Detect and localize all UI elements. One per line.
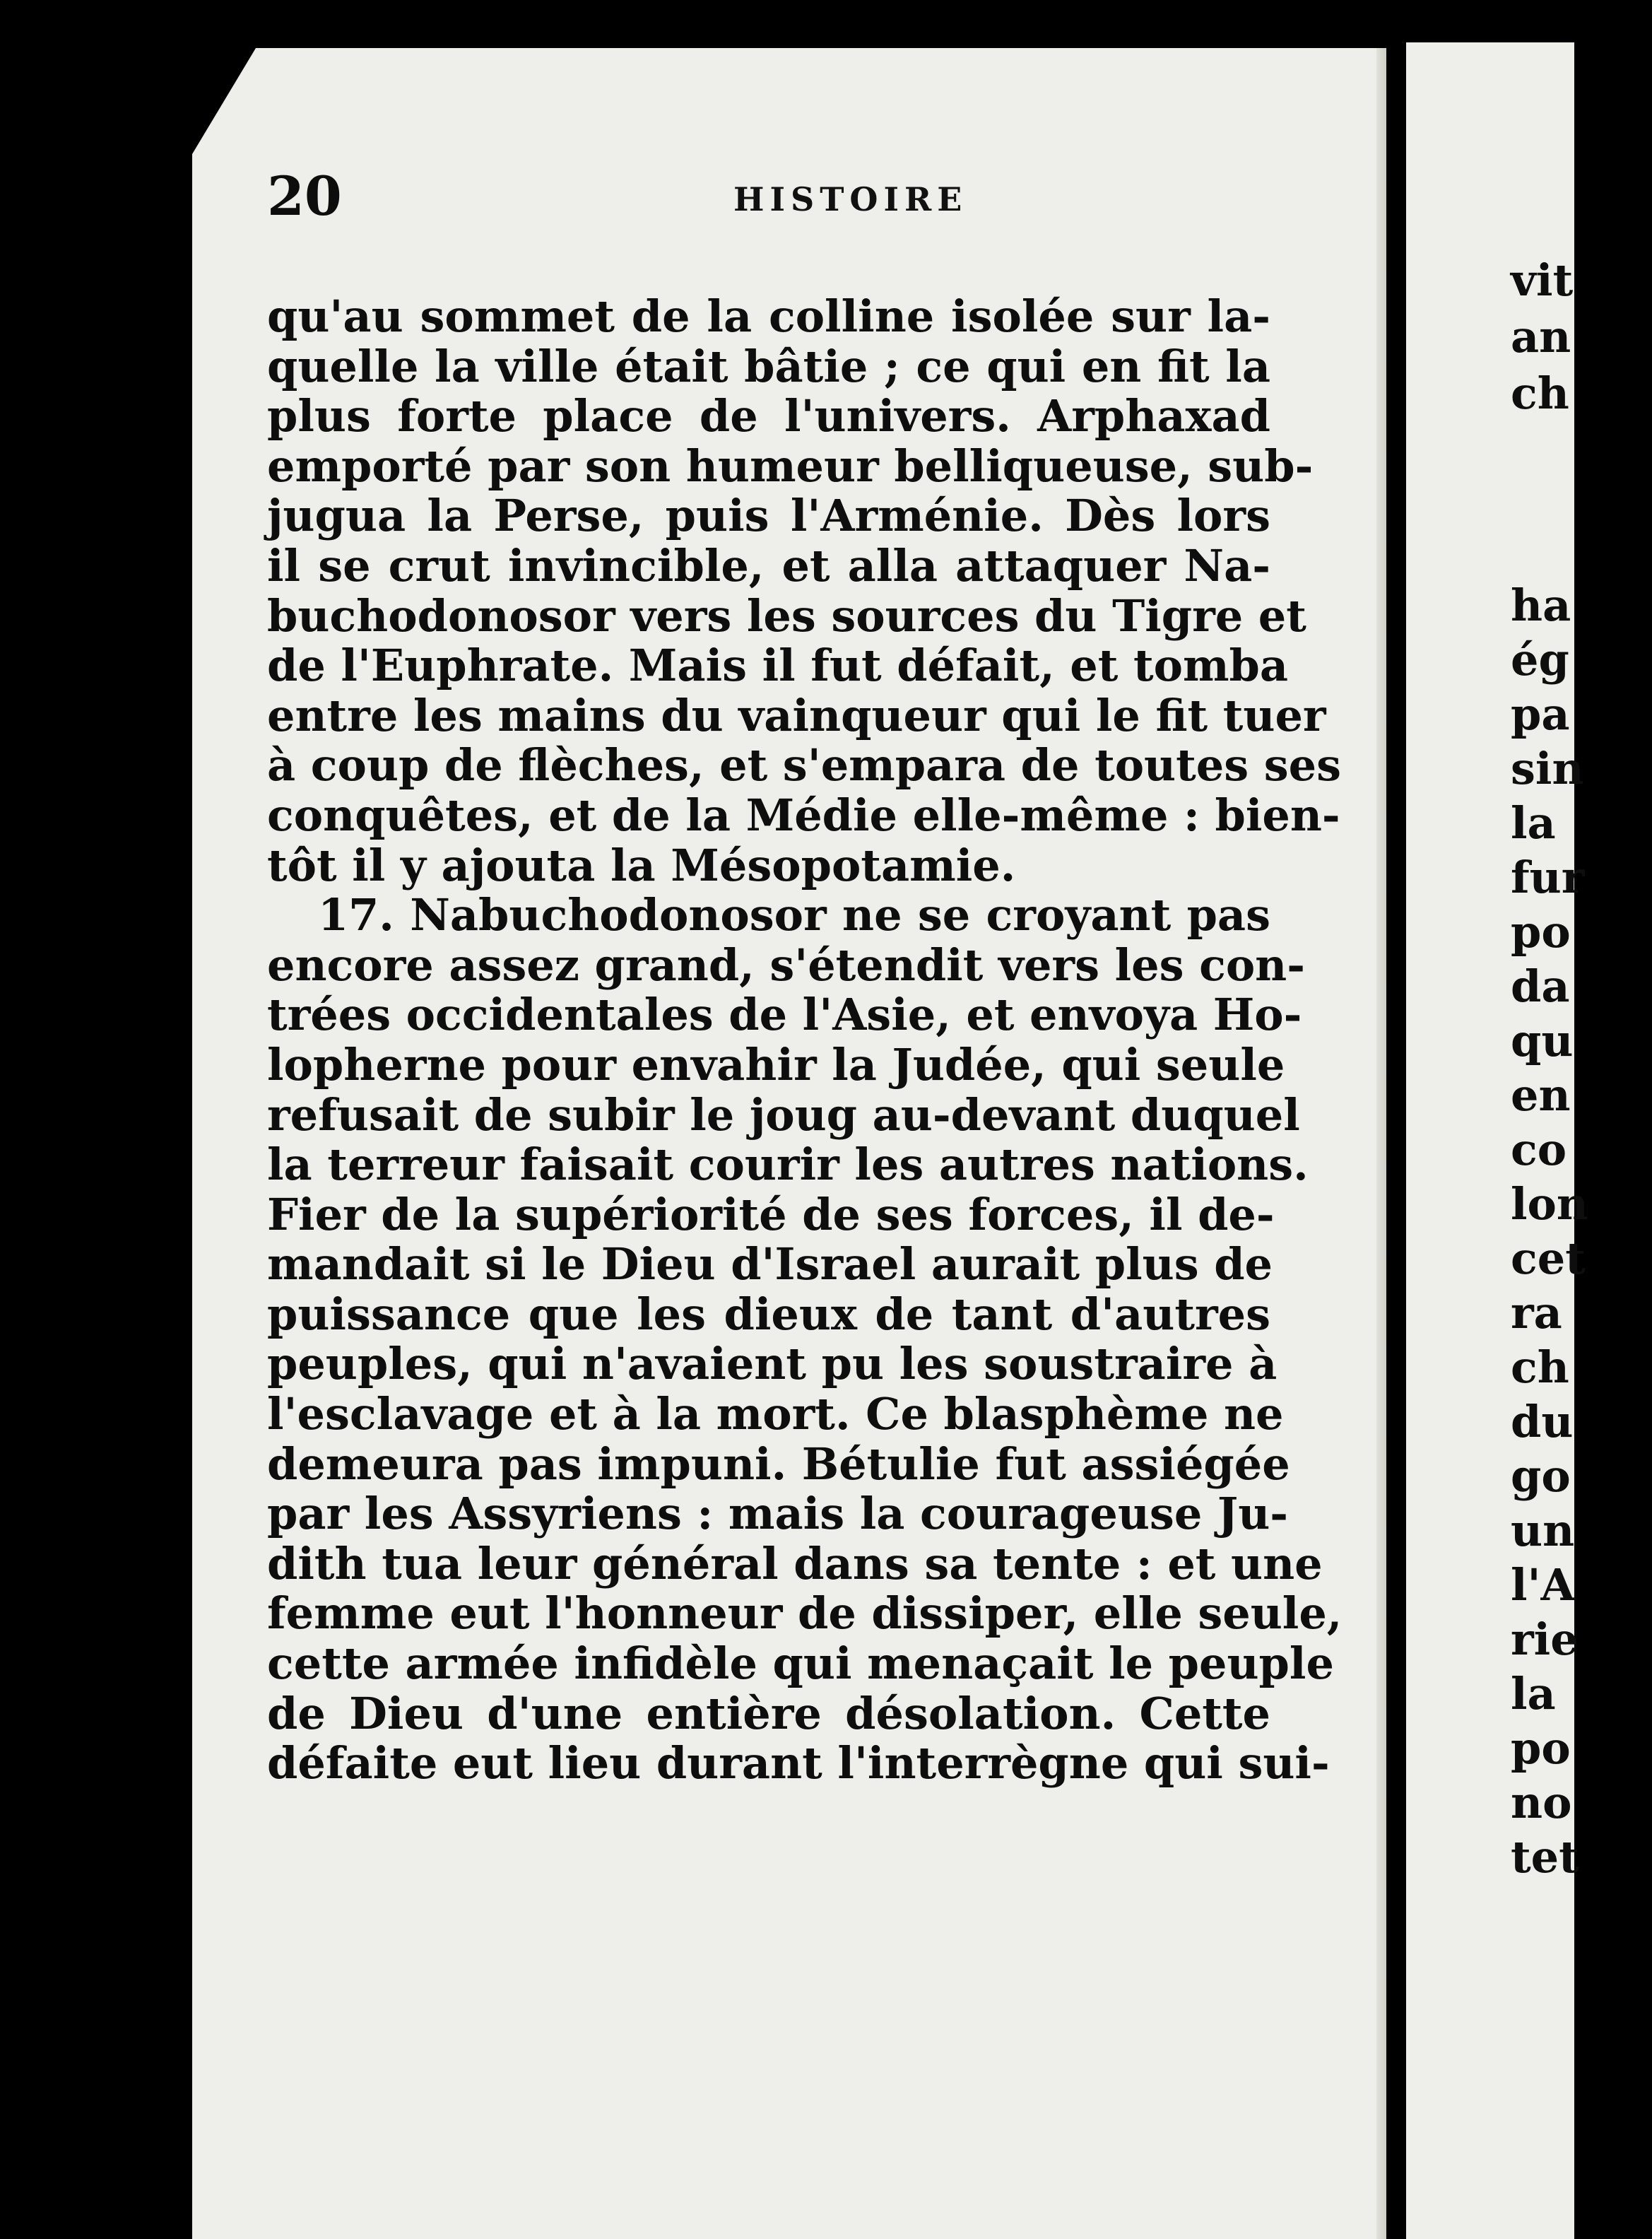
page-edge <box>1376 48 1386 2239</box>
adjacent-text-fragment: no <box>1511 1777 1572 1828</box>
adjacent-text-fragment: da <box>1511 960 1570 1012</box>
text-line: puissance que les dieux de tant d'autres <box>267 1288 1270 1340</box>
text-line: plus forte place de l'univers. Arphaxad <box>267 390 1270 442</box>
text-line: peuples, qui n'avaient pu les soustraire à <box>267 1338 1278 1390</box>
adjacent-text-fragment: la <box>1511 1668 1556 1720</box>
text-line: lopherne pour envahir la Judée, qui seule <box>267 1038 1285 1091</box>
text-line: encore assez grand, s'étendit vers les con- <box>267 939 1305 991</box>
adjacent-text-fragment: rie <box>1511 1614 1579 1665</box>
text-line: cette armée infidèle qui menaçait le peuple <box>267 1638 1334 1690</box>
adjacent-text-fragment: la <box>1511 797 1556 849</box>
adjacent-text-fragment: an <box>1511 311 1571 363</box>
adjacent-text-fragment: ch <box>1511 1341 1569 1393</box>
adjacent-text-fragment: pa <box>1511 688 1570 740</box>
page-corner-fold <box>192 48 256 154</box>
paragraph-start-line: 17. Nabuchodonosor ne se croyant pas <box>318 889 1270 941</box>
text-line: quelle la ville était bâtie ; ce qui en fit la <box>267 340 1270 392</box>
adjacent-text-fragment: lon <box>1511 1178 1588 1230</box>
text-line: trées occidentales de l'Asie, et envoya Ho- <box>267 989 1302 1041</box>
adjacent-text-fragment: go <box>1511 1450 1571 1502</box>
text-line: à coup de flèches, et s'empara de toutes ses <box>267 739 1341 792</box>
adjacent-text-fragment: tet <box>1511 1831 1579 1883</box>
body-text <box>267 290 1343 1790</box>
text-line: conquêtes, et de la Médie elle-même : bien- <box>267 789 1340 841</box>
page-number: 20 <box>267 165 342 228</box>
text-line: demeura pas impuni. Bétulie fut assiégée <box>267 1438 1290 1490</box>
page-header <box>267 165 1355 242</box>
text-line: Fier de la supériorité de ses forces, il de- <box>267 1188 1275 1240</box>
text-line: qu'au sommet de la colline isolée sur la- <box>267 290 1270 342</box>
adjacent-text-fragment: fur <box>1511 852 1585 903</box>
adjacent-text-fragment: po <box>1511 906 1571 958</box>
text-line: la terreur faisait courir les autres nations. <box>267 1139 1309 1191</box>
book-page-left <box>192 48 1386 2239</box>
text-line: buchodonosor vers les sources du Tigre et <box>267 589 1306 642</box>
adjacent-text-fragment: vit <box>1511 254 1574 306</box>
book-page-right-partial <box>1406 42 1588 2239</box>
text-line: l'esclavage et à la mort. Ce blasphème ne <box>267 1388 1284 1440</box>
text-line: il se crut invincible, et alla attaquer Na- <box>267 539 1270 592</box>
text-line: emporté par son humeur belliqueuse, sub- <box>267 440 1314 492</box>
adjacent-text-fragment: sin <box>1511 743 1584 794</box>
text-line: femme eut l'honneur de dissiper, elle seule, <box>267 1587 1343 1640</box>
adjacent-text-fragment: ég <box>1511 634 1569 686</box>
text-line: de Dieu d'une entière désolation. Cette <box>267 1687 1270 1739</box>
adjacent-text-fragment: ch <box>1511 368 1569 419</box>
text-line: défaite eut lieu durant l'interrègne qui sui- <box>267 1737 1330 1790</box>
text-line: dith tua leur général dans sa tente : et une <box>267 1537 1323 1589</box>
adjacent-text-fragment: qu <box>1511 1015 1574 1066</box>
text-line: entre les mains du vainqueur qui le fit tuer <box>267 689 1326 741</box>
text-line: jugua la Perse, puis l'Arménie. Dès lors <box>267 490 1270 542</box>
adjacent-text-fragment: ra <box>1511 1287 1562 1339</box>
text-line: de l'Euphrate. Mais il fut défait, et tomba <box>267 640 1289 692</box>
adjacent-text-fragment: un <box>1511 1505 1575 1556</box>
adjacent-text-fragment: l'A <box>1511 1559 1575 1611</box>
adjacent-text-fragment: po <box>1511 1722 1571 1774</box>
adjacent-text-fragment: ha <box>1511 580 1571 631</box>
running-title: HISTOIRE <box>733 180 968 218</box>
page-gutter <box>1386 0 1406 2239</box>
text-line: refusait de subir le joug au-devant duquel <box>267 1088 1300 1141</box>
adjacent-text-fragment: co <box>1511 1124 1567 1175</box>
adjacent-text-fragment: en <box>1511 1069 1571 1121</box>
adjacent-text-fragment: du <box>1511 1396 1574 1447</box>
adjacent-text-fragment: cet <box>1511 1233 1586 1284</box>
text-line: tôt il y ajouta la Mésopotamie. <box>267 839 1016 891</box>
text-line: mandait si le Dieu d'Israel aurait plus de <box>267 1238 1273 1291</box>
text-line: par les Assyriens : mais la courageuse Ju- <box>267 1488 1289 1540</box>
